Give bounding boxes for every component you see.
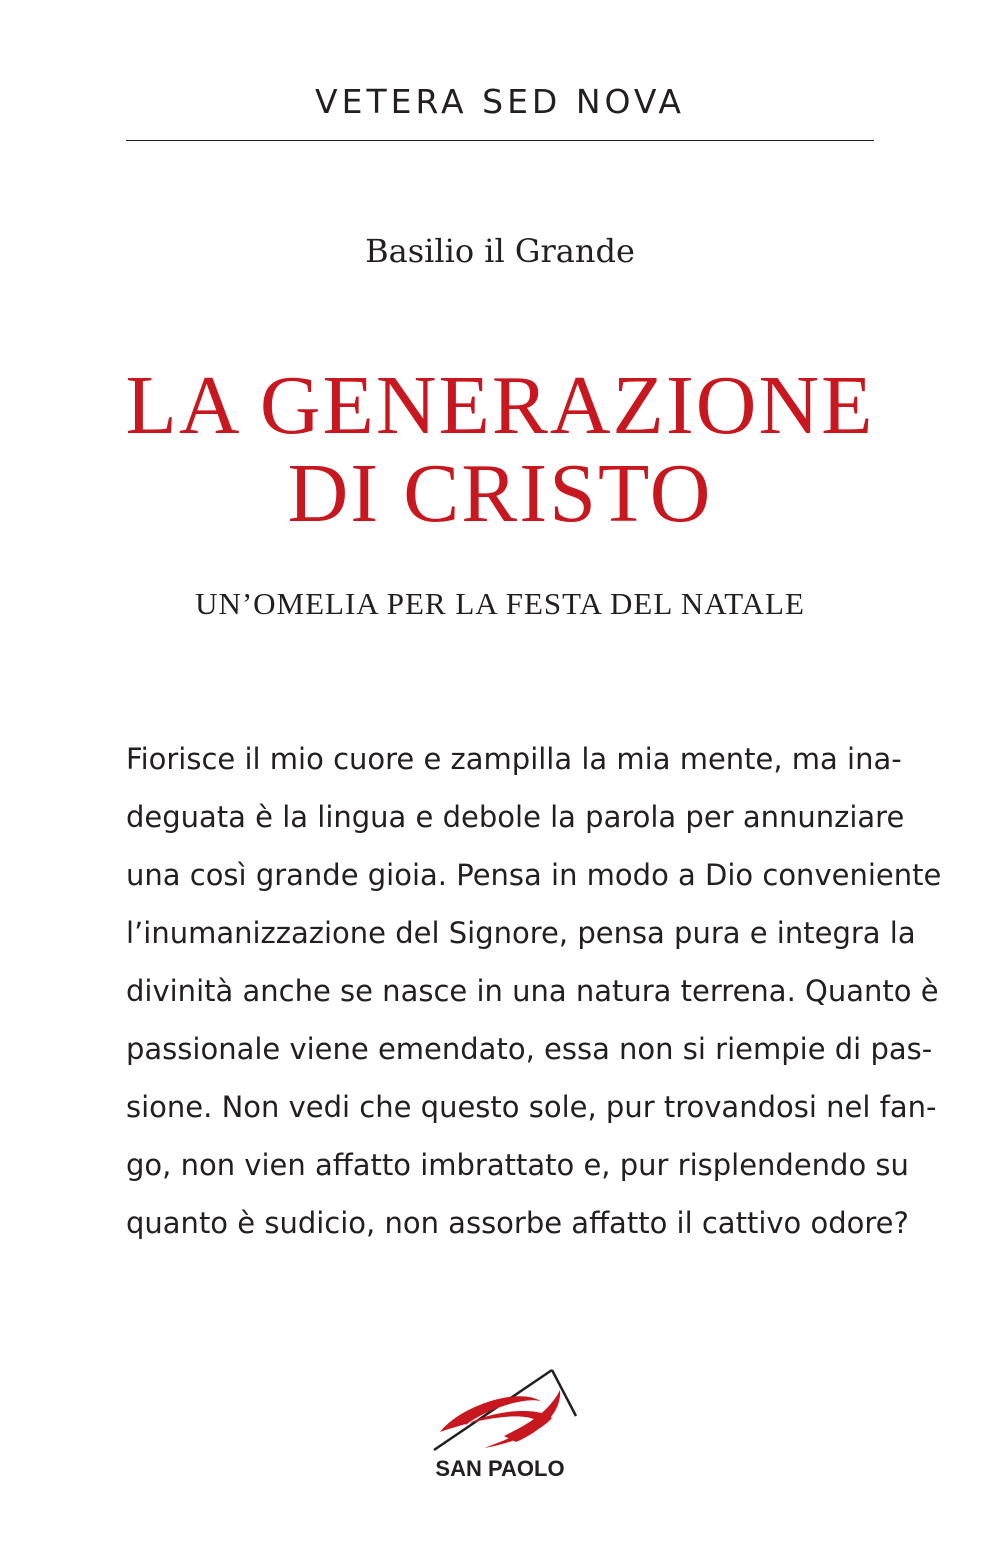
header-divider [126, 140, 874, 141]
quote-line: Fiorisce il mio cuore e zampilla la mia mente, ma ina- [126, 742, 902, 776]
publisher-name: SAN PAOLO [435, 1456, 565, 1481]
quote-line: go, non vien affatto imbrattato e, pur risplendendo su [126, 1148, 909, 1182]
quote-line: sione. Non vedi che questo sole, pur trovandosi nel fan- [126, 1090, 937, 1124]
quote-line: l’inumanizzazione del Signore, pensa pura e integra la [126, 916, 916, 950]
book-title-line-1: LA GENERAZIONE [125, 359, 875, 452]
quote-line: quanto è sudicio, non assorbe affatto il cattivo odore? [126, 1206, 909, 1240]
san-paolo-logo-icon [420, 1366, 590, 1456]
quote-line: una così grande gioia. Pensa in modo a Dio conveniente [126, 858, 942, 892]
book-subtitle: UN’OMELIA PER LA FESTA DEL NATALE [195, 586, 805, 621]
series-title: VETERA SED NOVA [315, 82, 685, 121]
quote-line: passionale viene emendato, essa non si riempie di pas- [126, 1032, 933, 1066]
quote-line: divinità anche se nasce in una natura terrena. Quanto è [126, 974, 939, 1008]
author-name: Basilio il Grande [365, 232, 635, 270]
back-cover-quote [126, 730, 942, 1252]
book-title-line-2: DI CRISTO [287, 447, 713, 540]
quote-line: deguata è la lingua e debole la parola per annunziare [126, 800, 905, 834]
book-title [0, 359, 1000, 540]
